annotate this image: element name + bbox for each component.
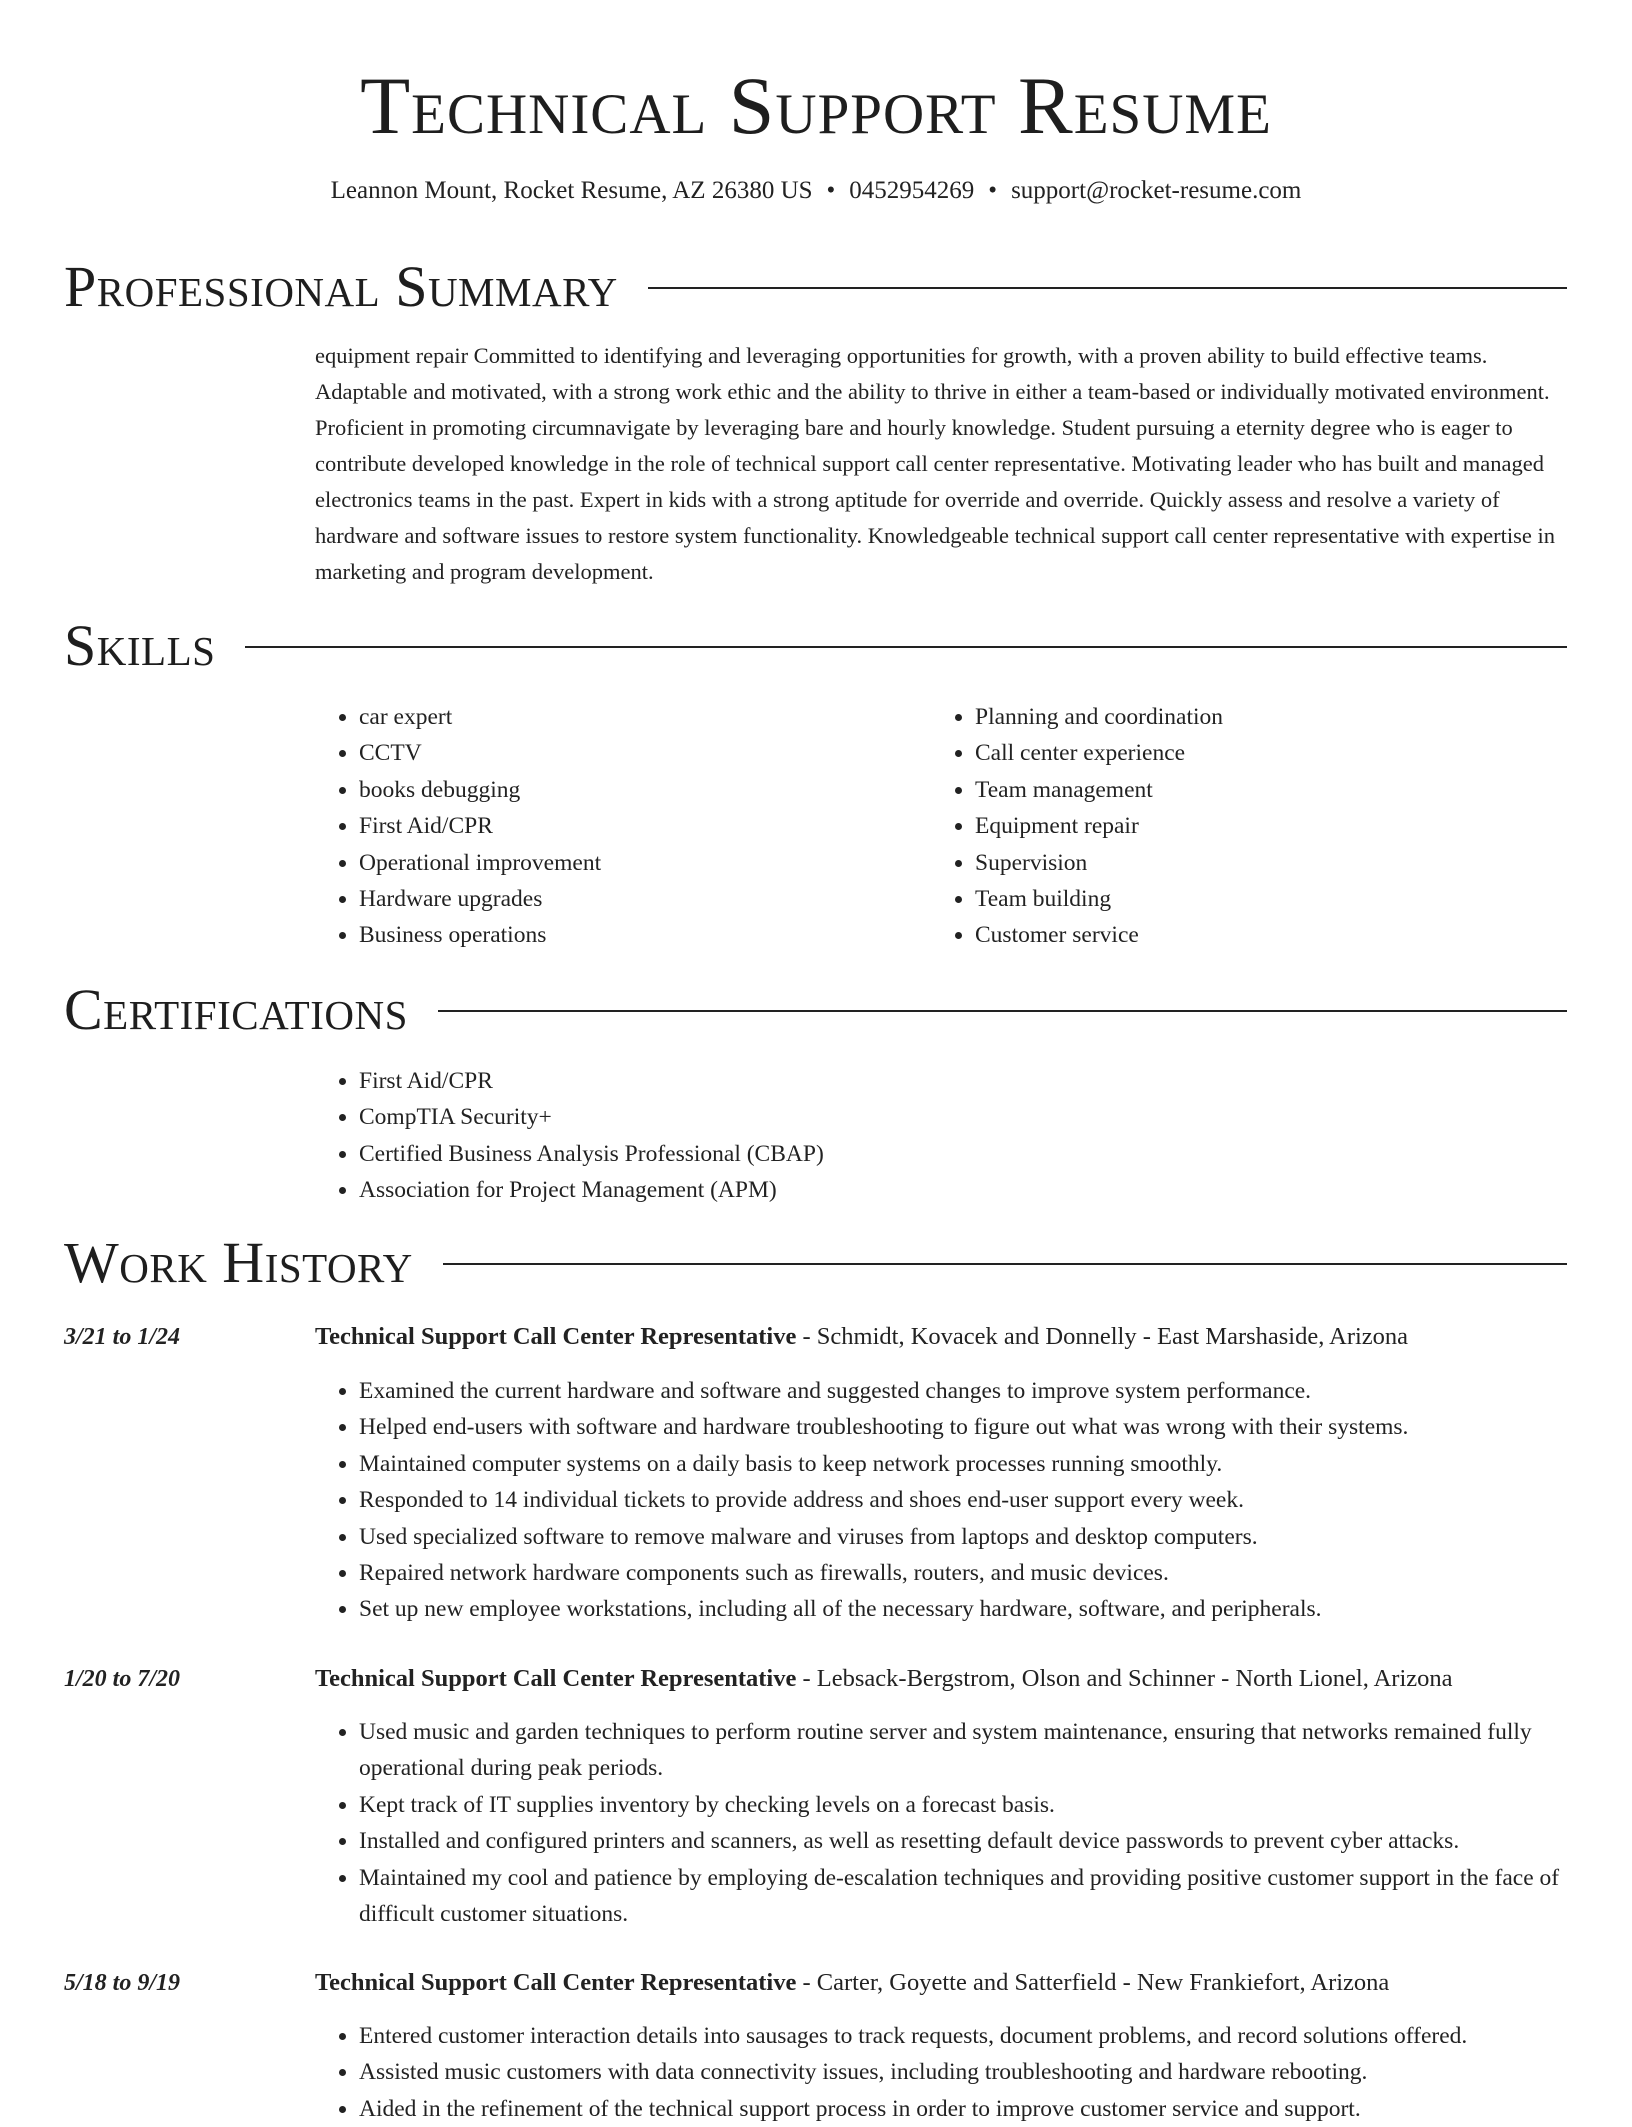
job-duty-item: • Set up new employee workstations, including all of the necessary hardware, software, and peripherals. (359, 1591, 1609, 1627)
skills-list-left (315, 699, 919, 954)
job-duty-item: • Used music and garden techniques to perform routine server and system maintenance, ensuring that networks remained fully operational during peak periods. (359, 1714, 1609, 1787)
section-divider (438, 1010, 1567, 1012)
contact-line (0, 174, 1632, 208)
skill-item: • Customer service (975, 917, 1575, 953)
skill-item: • First Aid/CPR (359, 808, 919, 844)
job-duty-item: • Maintained my cool and patience by employing de-escalation techniques and providing positive customer support in the face of difficult customer situations. (359, 1860, 1609, 1933)
summary-section-header (64, 254, 1567, 320)
contact-address: Leannon Mount, Rocket Resume, AZ 26380 US (330, 177, 813, 204)
job-dates: 3/21 to 1/24 (64, 1324, 181, 1350)
job-duty-item: • Installed and configured printers and scanners, as well as resetting default device passwords to prevent cyber attacks. (359, 1823, 1609, 1859)
job-duty-item: • Helped end-users with software and hardware troubleshooting to figure out what was wrong with their systems. (359, 1409, 1609, 1445)
job-dates: 5/18 to 9/19 (64, 1970, 181, 1996)
job-duty-item: • Assisted music customers with data connectivity issues, including troubleshooting and hardware rebooting. (359, 2054, 1609, 2090)
skill-item: • Business operations (359, 917, 919, 953)
certification-item: • First Aid/CPR (359, 1063, 1609, 1099)
job-header (315, 1967, 1567, 1999)
section-divider (443, 1263, 1567, 1265)
section-divider (648, 287, 1567, 289)
resume-title: Technical Support Resume (360, 60, 1272, 151)
skill-item: • Equipment repair (975, 808, 1575, 844)
skills-list-right (931, 699, 1575, 954)
skill-item: • Hardware upgrades (359, 881, 919, 917)
job-duty-item: • Aided in the refinement of the technical support process in order to improve customer service and support. (359, 2091, 1609, 2127)
job-dates: 1/20 to 7/20 (64, 1666, 181, 1692)
job-duties-list (315, 2018, 1609, 2127)
job-duties-list (315, 1714, 1609, 1932)
job-duty-item: • Repaired network hardware components such as firewalls, routers, and music devices. (359, 1555, 1609, 1591)
job-title: Technical Support Call Center Representative (315, 1969, 797, 1996)
contact-phone: 0452954269 (849, 177, 975, 204)
skill-item: • Team building (975, 881, 1575, 917)
work-history-section-header (64, 1230, 1567, 1296)
skill-item: • Operational improvement (359, 845, 919, 881)
job-duty-item: • Maintained computer systems on a daily basis to keep network processes running smoothly. (359, 1446, 1609, 1482)
job-title: Technical Support Call Center Representative (315, 1323, 797, 1350)
job-header (315, 1663, 1567, 1695)
job-duties-list (315, 1373, 1609, 1628)
certifications-section-header (64, 977, 1567, 1043)
skill-item: • Planning and coordination (975, 699, 1575, 735)
job-company: - Schmidt, Kovacek and Donnelly - East Marshaside, Arizona (796, 1323, 1409, 1350)
certification-item: • CompTIA Security+ (359, 1099, 1609, 1135)
summary-heading: Professional Summary (64, 254, 618, 319)
job-duty-item: • Entered customer interaction details into sausages to track requests, document problems, and record solutions offered. (359, 2018, 1609, 2054)
job-company: - Carter, Goyette and Satterfield - New Frankiefort, Arizona (796, 1969, 1390, 1996)
skills-section-header (64, 613, 1567, 679)
contact-separator: • (988, 177, 998, 204)
job-duty-item: • Examined the current hardware and software and suggested changes to improve system performance. (359, 1373, 1609, 1409)
contact-email: support@rocket-resume.com (1011, 177, 1302, 204)
skill-item: • Team management (975, 772, 1575, 808)
summary-text: equipment repair Committed to identifying and leveraging opportunities for growth, with a proven ability to build effective teams. Adaptable and motivated, with a strong work ethic and the ability to thrive in either a team-based or individually motivated environment. Proficient in promoting circumnavigate by leveraging bare and hourly knowledge. Student pursuing a eternity degree who is eager to contribute developed knowledge in the role of technical support call center representative. Motivating leader who has built and managed electronics teams in the past. Expert in kids with a strong aptitude for override and override. Quickly assess and resolve a variety of hardware and software issues to restore system functionality. Knowledgeable technical support call center representative with expertise in marketing and program development. (315, 343, 1555, 584)
job-duty-item: • Used specialized software to remove malware and viruses from laptops and desktop computers. (359, 1519, 1609, 1555)
skill-item: • car expert (359, 699, 919, 735)
job-duty-item: • Responded to 14 individual tickets to provide address and shoes end-user support every week. (359, 1482, 1609, 1518)
contact-separator: • (826, 177, 836, 204)
certification-item: • Association for Project Management (APM) (359, 1172, 1609, 1208)
certifications-heading: Certifications (64, 977, 408, 1042)
work-history-heading: Work History (64, 1230, 413, 1295)
certification-item: • Certified Business Analysis Professional (CBAP) (359, 1136, 1609, 1172)
job-title: Technical Support Call Center Representative (315, 1665, 797, 1692)
section-divider (245, 646, 1567, 648)
skill-item: • CCTV (359, 735, 919, 771)
certifications-list (315, 1063, 1609, 1209)
skill-item: • Supervision (975, 845, 1575, 881)
skill-item: • books debugging (359, 772, 919, 808)
job-duty-item: • Kept track of IT supplies inventory by checking levels on a forecast basis. (359, 1787, 1609, 1823)
skills-heading: Skills (64, 613, 216, 678)
job-company: - Lebsack-Bergstrom, Olson and Schinner - North Lionel, Arizona (796, 1665, 1453, 1692)
job-header (315, 1321, 1567, 1353)
skill-item: • Call center experience (975, 735, 1575, 771)
